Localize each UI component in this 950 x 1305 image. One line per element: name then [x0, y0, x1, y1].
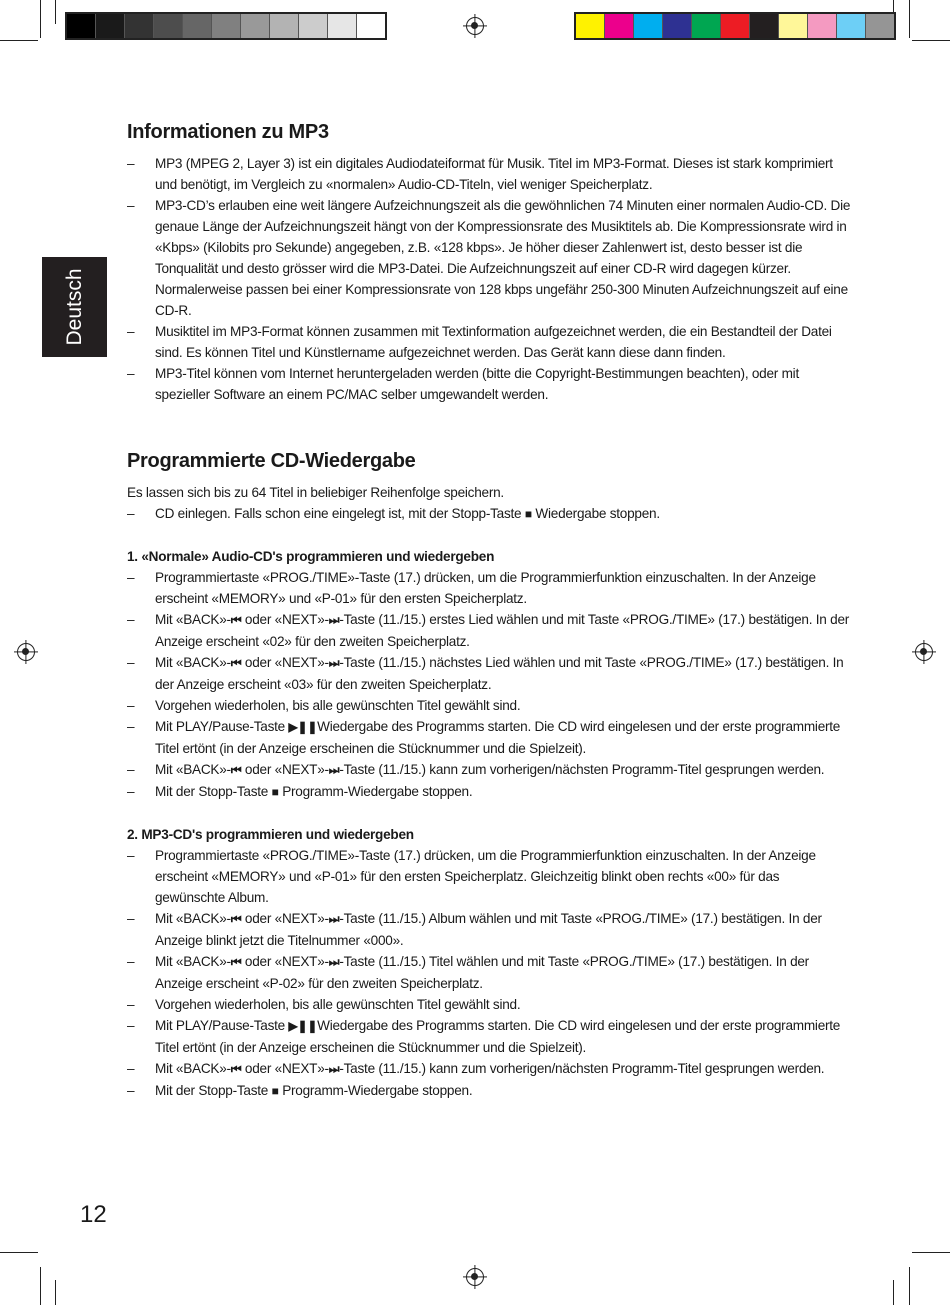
color-swatch — [778, 14, 807, 38]
list-item: – Vorgehen wiederholen, bis alle gewünschten Titel gewählt sind. — [127, 994, 852, 1015]
language-tab-label: Deutsch — [62, 268, 86, 346]
color-swatch — [240, 14, 269, 38]
list-item: – Programmiertaste «PROG./TIME»-Taste (17.) drücken, um die Programmierfunktion einzuschalten. In der Anzeige erscheint «MEMORY» und «P-01» für den ersten Speicherplatz. Gleichzeitig blinkt oben rechts «00» für das gewünschte Album. — [127, 845, 852, 908]
mp3-cd-steps — [127, 845, 852, 1102]
color-swatch — [211, 14, 240, 38]
section-title-program-playback: Programmierte CD-Wiedergabe — [127, 450, 416, 472]
skip-forward-icon: ⏭ — [328, 955, 340, 969]
skip-back-icon: ⏮ — [230, 955, 242, 969]
color-swatch — [749, 14, 778, 38]
color-swatch — [182, 14, 211, 38]
intro-text: Es lassen sich bis zu 64 Titel in beliebiger Reihenfolge speichern. — [127, 485, 504, 500]
registration-mark-right-icon — [915, 643, 933, 661]
mp3-info-list — [127, 153, 852, 405]
color-swatch — [720, 14, 749, 38]
color-calibration-bar — [574, 12, 896, 40]
list-item: – Mit «BACK»-⏮ oder «NEXT»-⏭-Taste (11./15.) Titel wählen und mit Taste «PROG./TIME» (17.) bestätigen. In der Anzeige erscheint «P-02» für den zweiten Speicherplatz. — [127, 951, 852, 994]
intro-list — [127, 503, 852, 525]
list-item: – Musiktitel im MP3-Format können zusammen mit Textinformation aufgezeichnet werden, die ein Bestandteil der Datei sind. Es können Titel und Künstlername aufgezeichnet werden. Das Gerät kann diese dann finden. — [127, 321, 852, 363]
list-item: – MP3-CD’s erlauben eine weit längere Aufzeichnungszeit als die gewöhnlichen 74 Minuten einer normalen Audio-CD. Die genaue Länge der Aufzeichnungszeit hängt von der Kompressionsrate des Musiktitels ab. Die Kompressionsrate wird in «Kbps» (Kilobits pro Sekunde) angegeben, z.B. «128 kbps». Je höher dieser Zahlenwert ist, desto besser ist die Tonqualität und desto grösser wird die MP3-Datei. Die Aufzeichnungszeit auf einer CD-R wird dagegen kürzer. Normalerweise passen bei einer Kompressionsrate von 128 kbps ungefähr 250-300 Minuten Aufzeichnungszeit auf eine CD-R. — [127, 195, 852, 321]
list-item: – Vorgehen wiederholen, bis alle gewünschten Titel gewählt sind. — [127, 695, 852, 716]
color-swatch — [95, 14, 124, 38]
color-swatch — [691, 14, 720, 38]
color-swatch — [298, 14, 327, 38]
list-item: – Programmiertaste «PROG./TIME»-Taste (17.) drücken, um die Programmierfunktion einzuschalten. In der Anzeige erscheint «MEMORY» und «P-01» für den ersten Speicherplatz. — [127, 567, 852, 609]
color-swatch — [836, 14, 865, 38]
color-swatch — [124, 14, 153, 38]
color-swatch — [604, 14, 633, 38]
play-pause-icon: ▶❚❚ — [288, 720, 318, 734]
skip-forward-icon: ⏭ — [328, 912, 340, 926]
color-swatch — [269, 14, 298, 38]
color-swatch — [67, 14, 95, 38]
skip-back-icon: ⏮ — [230, 912, 242, 926]
list-item: – Mit PLAY/Pause-Taste ▶❚❚Wiedergabe des Programms starten. Die CD wird eingelesen und der erste programmierte Titel ertönt (in der Anzeige erscheinen die Stücknummer und die Spielzeit). — [127, 716, 852, 759]
skip-back-icon: ⏮ — [230, 763, 242, 777]
skip-forward-icon: ⏭ — [328, 763, 340, 777]
page-number: 12 — [80, 1201, 107, 1228]
section-title-mp3-info: Informationen zu MP3 — [127, 121, 329, 143]
registration-mark-left-icon — [17, 643, 35, 661]
list-item: – Mit der Stopp-Taste ■ Programm-Wiedergabe stoppen. — [127, 781, 852, 803]
list-item: – Mit «BACK»-⏮ oder «NEXT»-⏭-Taste (11./15.) nächstes Lied wählen und mit Taste «PROG./TIME» (17.) bestätigen. In der Anzeige erscheint «03» für den zweiten Speicherplatz. — [127, 652, 852, 695]
skip-forward-icon: ⏭ — [328, 656, 340, 670]
color-swatch — [576, 14, 604, 38]
color-swatch — [327, 14, 356, 38]
list-item: – MP3 (MPEG 2, Layer 3) ist ein digitales Audiodateiformat für Musik. Titel im MP3-Format. Dieses ist stark komprimiert und benötigt, im Vergleich zu «normalen» Audio-CD-Titeln, viel weniger Speicherplatz. — [127, 153, 852, 195]
list-item: – Mit PLAY/Pause-Taste ▶❚❚Wiedergabe des Programms starten. Die CD wird eingelesen und der erste programmierte Titel ertönt (in der Anzeige erscheinen die Stücknummer und die Spielzeit). — [127, 1015, 852, 1058]
grayscale-calibration-bar — [65, 12, 387, 40]
stop-icon: ■ — [524, 507, 532, 521]
color-swatch — [153, 14, 182, 38]
list-item: – Mit «BACK»-⏮ oder «NEXT»-⏭-Taste (11./15.) erstes Lied wählen und mit Taste «PROG./TIME» (17.) bestätigen. In der Anzeige erscheint «02» für den zweiten Speicherplatz. — [127, 609, 852, 652]
stop-icon: ■ — [271, 1084, 279, 1098]
list-item: – Mit «BACK»-⏮ oder «NEXT»-⏭-Taste (11./15.) kann zum vorherigen/nächsten Programm-Titel gesprungen werden. — [127, 1058, 852, 1080]
stop-icon: ■ — [271, 785, 279, 799]
color-swatch — [662, 14, 691, 38]
color-swatch — [633, 14, 662, 38]
skip-forward-icon: ⏭ — [328, 613, 340, 627]
skip-forward-icon: ⏭ — [328, 1062, 340, 1076]
subsection-title-audio-cd: 1. «Normale» Audio-CD's programmieren und wiedergeben — [127, 549, 495, 564]
play-pause-icon: ▶❚❚ — [288, 1019, 318, 1033]
registration-mark-top-icon — [466, 17, 484, 35]
list-item: – MP3-Titel können vom Internet heruntergeladen werden (bitte die Copyright-Bestimmungen beachten), oder mit spezieller Software an einem PC/MAC selber umgewandelt werden. — [127, 363, 852, 405]
color-swatch — [865, 14, 894, 38]
skip-back-icon: ⏮ — [230, 656, 242, 670]
audio-cd-steps — [127, 567, 852, 803]
list-item: – Mit «BACK»-⏮ oder «NEXT»-⏭-Taste (11./15.) Album wählen und mit Taste «PROG./TIME» (17.) bestätigen. In der Anzeige blinkt jetzt die Titelnummer «000». — [127, 908, 852, 951]
list-item: – Mit der Stopp-Taste ■ Programm-Wiedergabe stoppen. — [127, 1080, 852, 1102]
color-swatch — [356, 14, 385, 38]
skip-back-icon: ⏮ — [230, 613, 242, 627]
page-content — [127, 118, 852, 1102]
list-item: – Mit «BACK»-⏮ oder «NEXT»-⏭-Taste (11./15.) kann zum vorherigen/nächsten Programm-Titel gesprungen werden. — [127, 759, 852, 781]
color-swatch — [807, 14, 836, 38]
language-tab — [42, 257, 107, 357]
registration-mark-bottom-icon — [466, 1268, 484, 1286]
subsection-title-mp3-cd: 2. MP3-CD's programmieren und wiedergeben — [127, 827, 414, 842]
skip-back-icon: ⏮ — [230, 1062, 242, 1076]
list-item: – CD einlegen. Falls schon eine eingelegt ist, mit der Stopp-Taste ■ Wiedergabe stoppen. — [127, 503, 852, 525]
